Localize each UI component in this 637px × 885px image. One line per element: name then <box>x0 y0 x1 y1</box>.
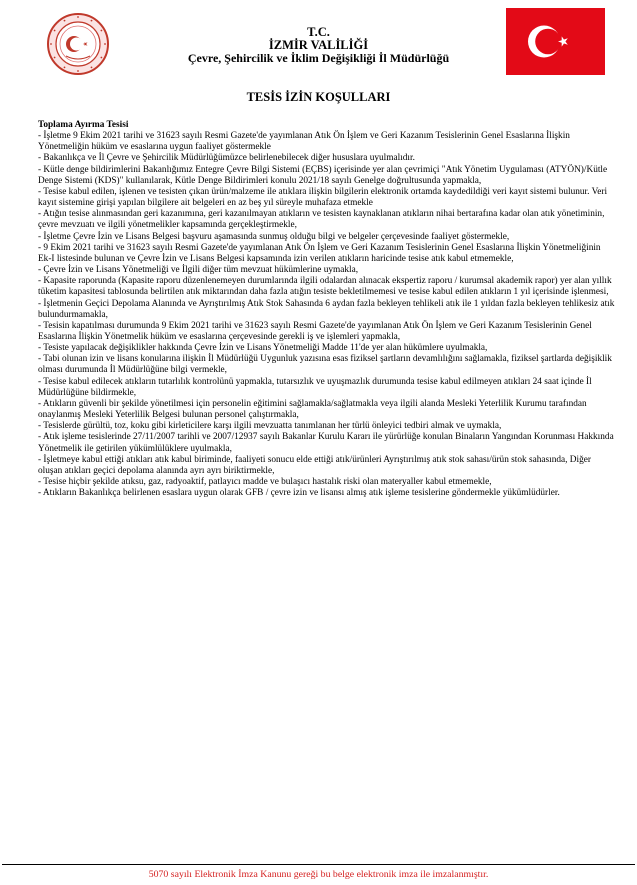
clause: - Çevre İzin ve Lisans Yönetmeliği ve İlgili diğer tüm mevzuat hükümlerine uymakla, <box>38 265 359 276</box>
governorship-label: İZMİR VALİLİĞİ <box>268 38 369 52</box>
document-header <box>130 26 507 65</box>
clause: - Atığın tesise alınmasından geri kazanımına, geri kazanılmayan atıkların ve tesisten kaynaklanan atıkların nihai bertarafına kadar olan atık yönetiminin, çevre mevzuatı ve ilgili yönetmelikler kapsamında gerçekleştirmekle, <box>38 209 605 231</box>
clause: - İşletme Çevre İzin ve Lisans Belgesi başvuru aşamasında sunmuş olduğu bilgi ve belgeler çerçevesinde faaliyet göstermekle, <box>38 231 510 242</box>
clause: - Tesise hiçbir şekilde atıksu, gaz, radyoaktif, patlayıcı madde ve bulaşıcı hastalık riski olan materyaller kabul etmemekle, <box>38 477 492 487</box>
directorate-label: Çevre, Şehircilik ve İklim Değişikliği İl Müdürlüğü <box>187 51 450 65</box>
clause: - Atık işleme tesislerinde 27/11/2007 tarihli ve 2007/12937 sayılı Bakanlar Kurulu Kararı ile yürürlüğe konulan Binaların Yangından Korunması Hakkında Yönetmelik ile getirilen yükümlülüklere uyulmakla, <box>38 432 614 454</box>
clause: - Kapasite raporunda (Kapasite raporu düzenlenemeyen durumlarında ilgili odalardan alınacak ekspertiz raporu / kurumsal akademik rapor) yer alan yıllık tüketim kapasitesi tablosunda belirtilen atık miktarından daha fazla atığın tesiste bekletilmemesi ve tesise kabul edilen atıkların 1 yıl içerisinde işlenmesi, <box>38 276 612 298</box>
clause: - Bakanlıkça ve İl Çevre ve Şehircilik Müdürlüğümüzce belirlenebilecek diğer hususlara uyulmalıdır. <box>38 153 415 164</box>
clause: - Atıkların Bakanlıkça belirlenen esaslara uygun olarak GFB / çevre izin ve lisansı almış atık işleme tesislerine göndermekle yükümlüdürler. <box>38 488 560 499</box>
clause: - Kütle denge bildirimlerini Bakanlığımız Entegre Çevre Bilgi Sistemi (EÇBS) içerisinde yer alan çevrimiçi "Atık Yönetim Uygulaması (ATYÖN)/Kütle Denge Sistemi (KDS)" kullanılarak, Kütle Denge Bildirimleri konulu 2021/18 sayılı Genelge doğrultusunda yapmakla, <box>38 164 608 186</box>
clause: - Tesise kabul edilen, işlenen ve tesisten çıkan ürün/malzeme ile atıklara ilişkin bilgilerin elektronik ortamda kaydedildiği veri kayıt sistemi bulunur. Veri kayıt sistemine girişi yapılan bilgilere ait belgeleri en az beş yıl süreyle muhafaza etmekle <box>38 186 608 209</box>
clause: - Tesislerde gürültü, toz, koku gibi kirleticilere karşı ilgili mevzuatta tanımlanan her türlü önleyici tedbiri almak ve uymakla, <box>38 421 502 432</box>
clause: - Tesiste yapılacak değişiklikler hakkında Çevre İzin ve Lisans Yönetmeliği Madde 11'de yer alan hükümlere uyulmakla, <box>38 343 488 354</box>
footer-divider <box>2 864 635 865</box>
section-heading: Toplama Ayırma Tesisi <box>38 120 129 130</box>
document-body <box>38 120 616 499</box>
document-title: TESİS İZİN KOŞULLARI <box>246 90 391 104</box>
ministry-seal-logo <box>46 12 110 76</box>
clause: - 9 Ekim 2021 tarihi ve 31623 sayılı Resmi Gazete'de yayımlanan Atık Ön İşlem ve Geri Kazanım Tesislerinin Genel Esaslarına İlişkin Yönetmeliğinin Ek-I listesinde bulunan ve Çevre İzin ve Lisans Belgesi kapsamında izin verilen atıkların haricinde tesise atık kabul etmemekle, <box>38 242 601 264</box>
clause: - İşletmenin Geçici Depolama Alanında ve Ayrıştırılmış Atık Stok Sahasında 6 aydan fazla bekleyen tehlikeli atık ile 1 yıldan fazla bekleyen tehlikesiz atık bulundurmamakla, <box>38 298 615 320</box>
clause: - Tesise kabul edilecek atıkların tutarlılık kontrolünü yapmakla, tutarsızlık ve uyuşmazlık durumunda tesise kabul edilmeyen atıkları 24 saat içinde İl Müdürlüğüne bildirmekle, <box>38 376 592 398</box>
clause: - İşletmeye kabul ettiği atıkları atık kabul biriminde, faaliyeti sonucu elde ettiği atık/ürünleri Ayrıştırılmış atık stok sahası/ürün stok sahasında, Diğer oluşan atıkları geçici depolama alanında ayrı ayrı biriktirmekle, <box>38 454 591 476</box>
country-label: T.C. <box>307 25 330 39</box>
clause: - Tesisin kapatılması durumunda 9 Ekim 2021 tarihi ve 31623 sayılı Resmi Gazete'de yayımlanan Atık Ön İşlem ve Geri Kazanım Tesislerinin Genel Esaslarına İlişkin Yönetmelik hüküm ve esaslarına çerçevesinde gerekli iş ve işlemleri yapmakla, <box>38 320 592 342</box>
clause: - Atıkların güvenli bir şekilde yönetilmesi için personelin eğitimini sağlamakla/sağlatmakla veya ilgili alanda Mesleki Yeterlilik Kurumu tarafından onaylanmış Mesleki Yeterlilik Belgesi bulunan personel çalıştırmakla, <box>38 398 587 421</box>
clause: - İşletme 9 Ekim 2021 tarihi ve 31623 sayılı Resmi Gazete'de yayımlanan Atık Ön İşlem ve Geri Kazanım Tesislerinin Genel Esaslarına İlişkin Yönetmeliğin hüküm ve esaslarına uygun faaliyet göstermekle <box>38 131 570 153</box>
clause: - Tabi olunan izin ve lisans konularına ilişkin İl Müdürlüğü Uygunluk yazısına esas fiziksel şartların devamlılığını sağlamakla, fiziksel şartlarda değişiklik olması durumunda İl Müdürlüğüne bilgi vermekle, <box>38 354 612 376</box>
e-signature-notice: 5070 sayılı Elektronik İmza Kanunu gereği bu belge elektronik imza ile imzalanmıştır. <box>148 869 489 880</box>
turkish-flag-logo <box>506 8 605 75</box>
